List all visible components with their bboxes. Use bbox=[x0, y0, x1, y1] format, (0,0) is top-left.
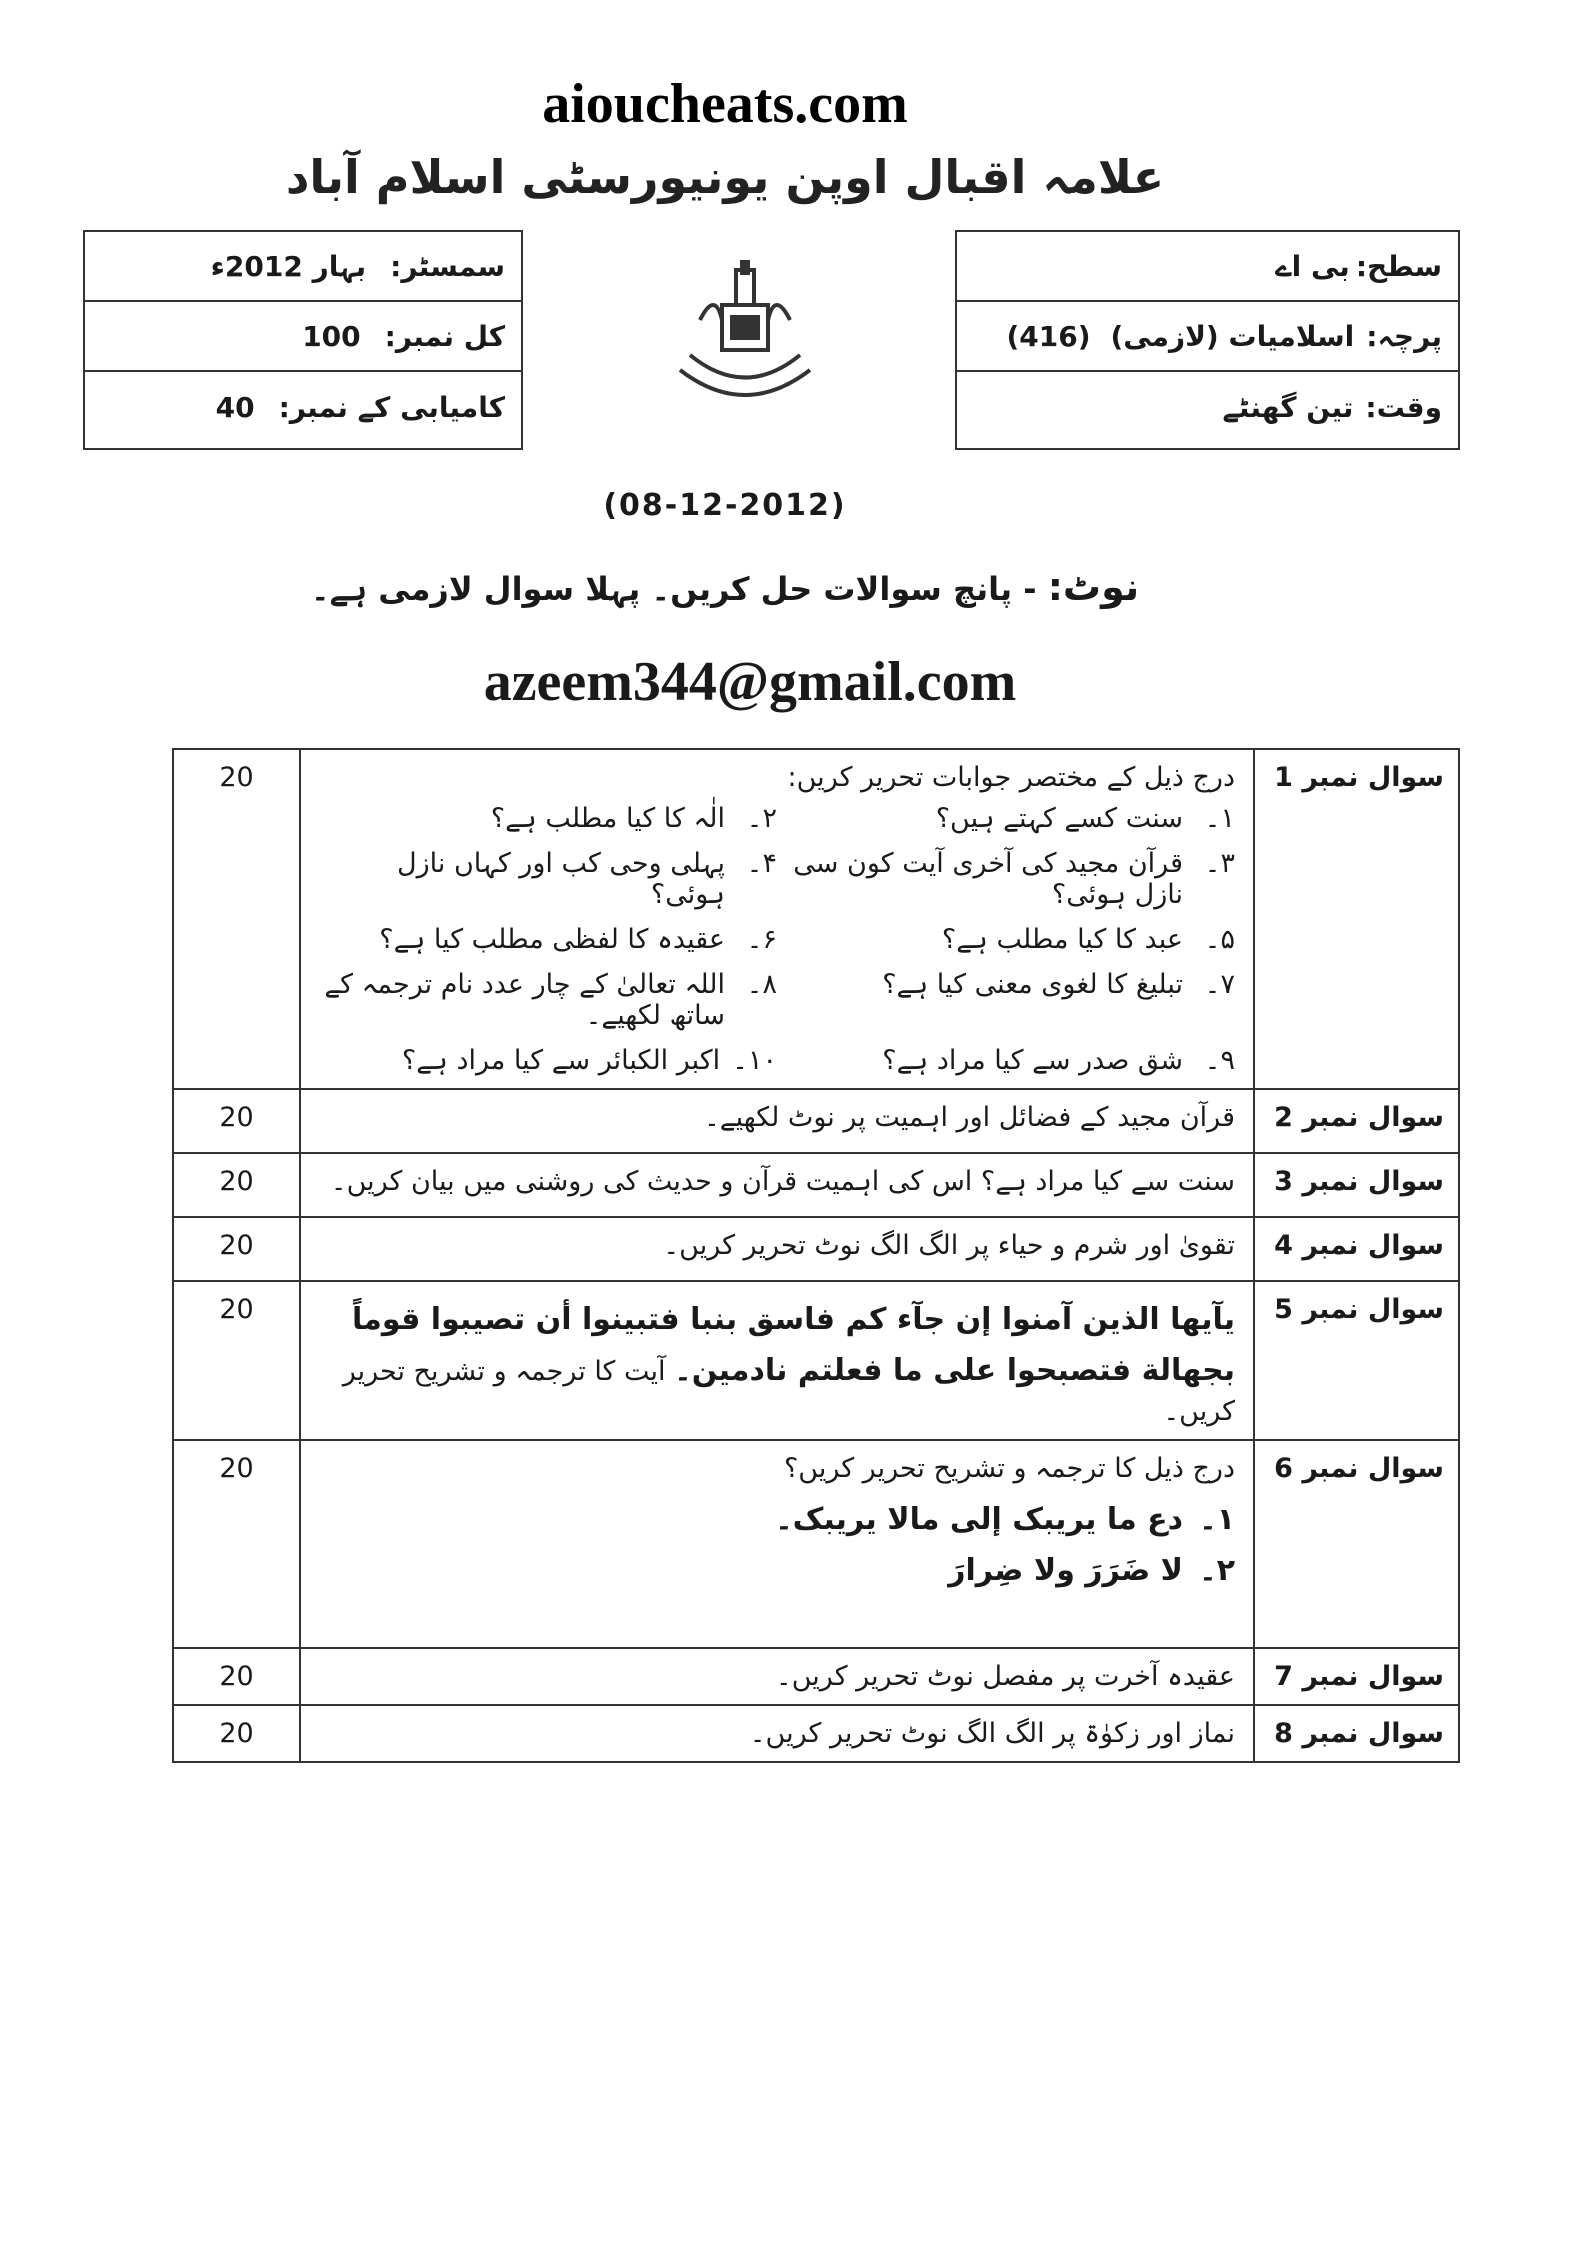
question-marks: 20 bbox=[173, 1440, 300, 1648]
question-text: نماز اور زکوٰۃ پر الگ الگ نوٹ تحریر کریں۔ bbox=[300, 1705, 1254, 1762]
quranic-verse: یآیھا الذین آمنوا إن جآء کم فاسق بنبا فتبینوا أن تصیبوا قوماً بجھالة فتصبحوا علی ما فعلتم نادمین۔ bbox=[352, 1302, 1235, 1388]
contact-email: azeem344@gmail.com bbox=[483, 651, 1017, 713]
question-number: سوال نمبر 7 bbox=[1254, 1648, 1459, 1705]
question-row-8 bbox=[173, 1705, 1459, 1762]
sub-question bbox=[777, 1045, 1235, 1076]
sub-question bbox=[319, 1545, 1235, 1596]
sub-number: ۵۔ bbox=[1204, 924, 1235, 955]
question-body bbox=[300, 1281, 1254, 1440]
sub-text: قرآن مجید کی آخری آیت کون سی نازل ہوئی؟ bbox=[793, 848, 1183, 910]
sub-question bbox=[777, 803, 1235, 834]
paper-row bbox=[957, 302, 1458, 372]
sub-text: شق صدر سے کیا مراد ہے؟ bbox=[882, 1045, 1183, 1076]
sub-number: ۷۔ bbox=[1204, 969, 1235, 1000]
question-marks: 20 bbox=[173, 1217, 300, 1281]
sub-text: لا ضَرَرَ ولا ضِرارَ bbox=[948, 1553, 1183, 1588]
question-intro: درج ذیل کے مختصر جوابات تحریر کریں: bbox=[787, 762, 1235, 793]
sub-number: ۸۔ bbox=[746, 969, 777, 1000]
sub-question bbox=[319, 1494, 1235, 1545]
sub-question bbox=[319, 803, 777, 834]
question-number: سوال نمبر 4 bbox=[1254, 1217, 1459, 1281]
sub-questions bbox=[319, 803, 1235, 1076]
question-number: سوال نمبر 6 bbox=[1254, 1440, 1459, 1648]
question-row-2 bbox=[173, 1089, 1459, 1153]
sub-text: سنت کسے کہتے ہیں؟ bbox=[935, 803, 1183, 834]
note-label: نوٹ: bbox=[1047, 565, 1140, 609]
question-text: آیت کا ترجمہ و تشریح تحریر کریں۔ bbox=[342, 1356, 1235, 1427]
pass-marks-value: 40 bbox=[215, 390, 255, 424]
level-value: بی اے bbox=[1275, 249, 1350, 283]
question-body bbox=[300, 749, 1254, 1089]
time-row bbox=[957, 372, 1458, 442]
sub-question bbox=[319, 1045, 777, 1076]
sub-question bbox=[777, 848, 1235, 910]
question-number: سوال نمبر 1 bbox=[1254, 749, 1459, 1089]
question-body bbox=[300, 1440, 1254, 1648]
sub-number: ۱۰۔ bbox=[732, 1045, 777, 1076]
question-number: سوال نمبر 8 bbox=[1254, 1705, 1459, 1762]
exam-meta-box bbox=[83, 230, 523, 450]
total-marks-label: کل نمبر: bbox=[384, 319, 505, 353]
time-value: تین گھنٹے bbox=[1222, 390, 1354, 424]
sub-number: ۱۔ bbox=[1204, 803, 1235, 834]
paper-label: پرچہ: bbox=[1366, 319, 1442, 353]
pass-marks-label: کامیابی کے نمبر: bbox=[278, 390, 505, 424]
sub-text: تبلیغ کا لغوی معنی کیا ہے؟ bbox=[882, 969, 1183, 1000]
sub-number: ۱۔ bbox=[1199, 1502, 1235, 1537]
sub-text: اللہ تعالیٰ کے چار عدد نام ترجمہ کے ساتھ لکھیے۔ bbox=[324, 969, 725, 1031]
exam-date: (08-12-2012) bbox=[603, 488, 847, 523]
question-row-4 bbox=[173, 1217, 1459, 1281]
sub-text: عقیدہ کا لفظی مطلب کیا ہے؟ bbox=[379, 924, 725, 955]
question-text: عقیدہ آخرت پر مفصل نوٹ تحریر کریں۔ bbox=[300, 1648, 1254, 1705]
question-number: سوال نمبر 2 bbox=[1254, 1089, 1459, 1153]
total-marks-row bbox=[85, 302, 521, 372]
question-number: سوال نمبر 3 bbox=[1254, 1153, 1459, 1217]
sub-text: دع ما یریبک إلی مالا یریبک۔ bbox=[775, 1502, 1183, 1537]
sub-text: الٰہ کا کیا مطلب ہے؟ bbox=[490, 803, 725, 834]
questions-table bbox=[172, 748, 1460, 1763]
sub-number: ۶۔ bbox=[746, 924, 777, 955]
question-marks: 20 bbox=[173, 1089, 300, 1153]
note-text: - پانچ سوالات حل کریں۔ پہلا سوال لازمی ہے۔ bbox=[310, 570, 1037, 608]
question-row-6 bbox=[173, 1440, 1459, 1648]
university-name: علامہ اقبال اوپن یونیورسٹی اسلام آباد bbox=[285, 150, 1165, 204]
sub-text: عبد کا کیا مطلب ہے؟ bbox=[941, 924, 1183, 955]
sub-number: ۲۔ bbox=[746, 803, 777, 834]
sub-question bbox=[319, 848, 777, 910]
question-text: قرآن مجید کے فضائل اور اہمیت پر نوٹ لکھیے۔ bbox=[300, 1089, 1254, 1153]
question-row-1 bbox=[173, 749, 1459, 1089]
question-intro: درج ذیل کا ترجمہ و تشریح تحریر کریں؟ bbox=[783, 1453, 1235, 1484]
sub-number: ۹۔ bbox=[1204, 1045, 1235, 1076]
website-header: aioucheats.com bbox=[542, 73, 908, 135]
question-number: سوال نمبر 5 bbox=[1254, 1281, 1459, 1440]
sub-question bbox=[319, 969, 777, 1031]
sub-question bbox=[319, 924, 777, 955]
sub-number: ۴۔ bbox=[746, 848, 777, 879]
question-row-3 bbox=[173, 1153, 1459, 1217]
pass-marks-row bbox=[85, 372, 521, 442]
sub-text: پہلی وحی کب اور کہاں نازل ہوئی؟ bbox=[397, 848, 725, 910]
sub-text: اکبر الکبائر سے کیا مراد ہے؟ bbox=[401, 1045, 721, 1076]
question-row-7 bbox=[173, 1648, 1459, 1705]
paper-value: اسلامیات (لازمی) bbox=[1110, 319, 1355, 353]
level-label: سطح: bbox=[1355, 249, 1442, 283]
question-text: سنت سے کیا مراد ہے؟ اس کی اہمیت قرآن و حدیث کی روشنی میں بیان کریں۔ bbox=[300, 1153, 1254, 1217]
question-marks: 20 bbox=[173, 1281, 300, 1440]
instructions-note bbox=[0, 565, 1450, 609]
sub-number: ۳۔ bbox=[1204, 848, 1235, 879]
paper-info-box bbox=[955, 230, 1460, 450]
question-marks: 20 bbox=[173, 749, 300, 1089]
question-text: تقویٰ اور شرم و حیاء پر الگ الگ نوٹ تحریر کریں۔ bbox=[300, 1217, 1254, 1281]
level-row bbox=[957, 232, 1458, 302]
question-marks: 20 bbox=[173, 1705, 300, 1762]
question-marks: 20 bbox=[173, 1648, 300, 1705]
sub-number: ۲۔ bbox=[1199, 1553, 1235, 1588]
paper-code: (416) bbox=[1006, 319, 1091, 353]
semester-row bbox=[85, 232, 521, 302]
university-crest-icon bbox=[660, 250, 830, 420]
sub-question bbox=[777, 924, 1235, 955]
time-label: وقت: bbox=[1365, 390, 1442, 424]
total-marks-value: 100 bbox=[302, 319, 361, 353]
semester-value: بہار 2012ء bbox=[210, 249, 367, 283]
sub-question bbox=[777, 969, 1235, 1031]
question-row-5 bbox=[173, 1281, 1459, 1440]
question-marks: 20 bbox=[173, 1153, 300, 1217]
semester-label: سمسٹر: bbox=[390, 249, 505, 283]
